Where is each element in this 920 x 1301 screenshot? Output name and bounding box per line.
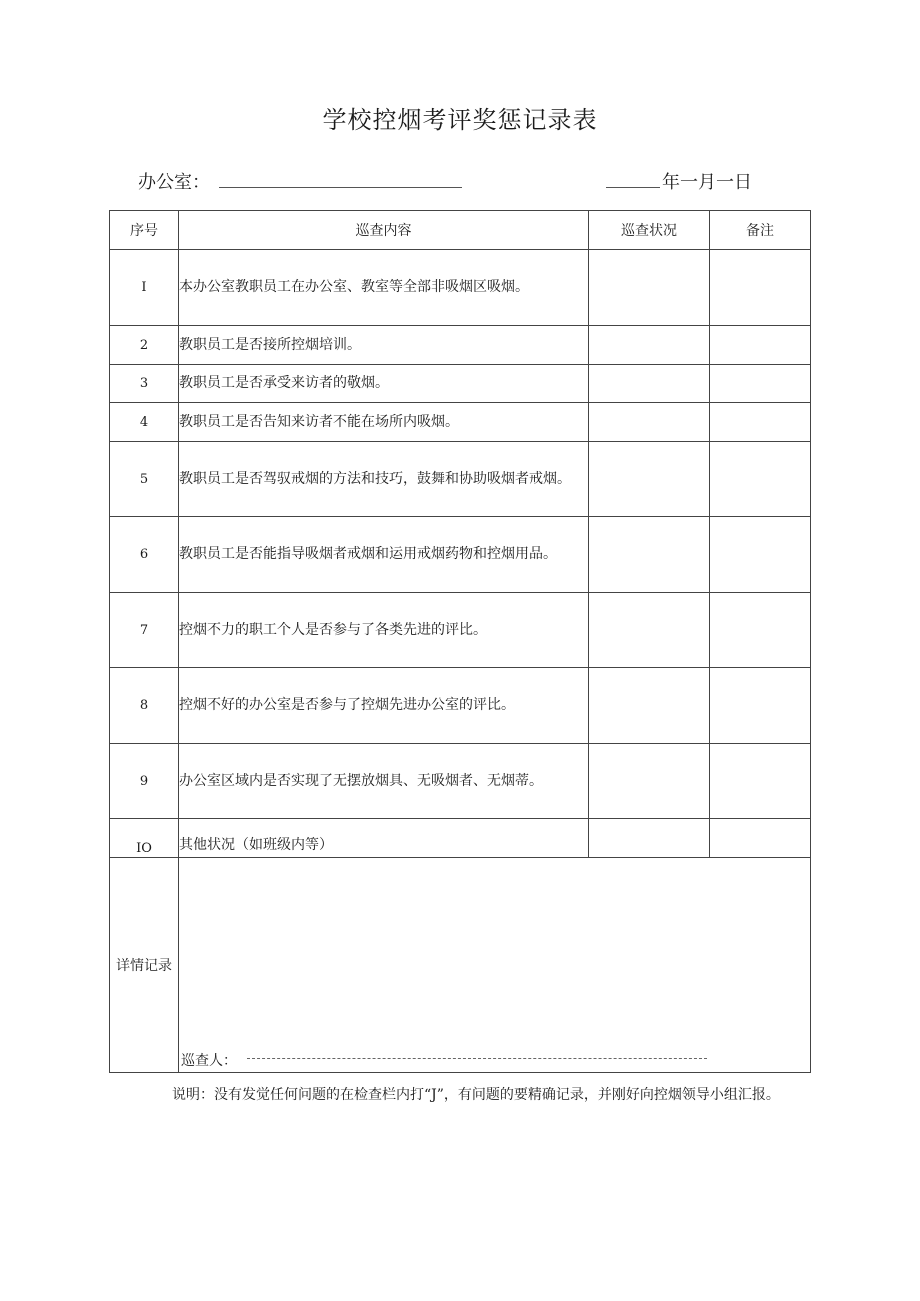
remark-cell[interactable]	[710, 326, 811, 365]
inspector-field[interactable]	[181, 1050, 707, 1070]
row-content: 教职员工是否承受来访者的敬烟。	[179, 365, 589, 403]
row-content: 教职员工是否告知来访者不能在场所内吸烟。	[179, 403, 589, 442]
status-cell[interactable]	[589, 442, 710, 517]
row-content: 教职员工是否能指导吸烟者戒烟和运用戒烟药物和控烟用品。	[179, 517, 589, 593]
table-header-row	[110, 211, 811, 250]
page-title: 学校控烟考评奖惩记录表	[322, 106, 598, 134]
detail-row	[110, 858, 811, 1073]
inspector-label: 巡查人：	[181, 1053, 237, 1069]
row-content: 办公室区域内是否实现了无摆放烟具、无吸烟者、无烟蒂。	[179, 744, 589, 819]
status-cell[interactable]	[589, 593, 710, 668]
remark-cell[interactable]	[710, 668, 811, 744]
table-row	[110, 403, 811, 442]
status-cell[interactable]	[589, 668, 710, 744]
inspector-line[interactable]	[247, 1058, 707, 1059]
row-content: 教职员工是否驾驭戒烟的方法和技巧，鼓舞和协助吸烟者戒烟。	[179, 442, 589, 517]
table-row	[110, 365, 811, 403]
remark-cell[interactable]	[710, 517, 811, 593]
table-row	[110, 744, 811, 819]
table-row	[110, 250, 811, 326]
header-content: 巡查内容	[179, 211, 589, 250]
row-content: 其他状况（如班级内等）	[179, 819, 589, 858]
row-number: 2	[110, 326, 179, 365]
status-cell[interactable]	[589, 250, 710, 326]
row-number: 6	[110, 517, 179, 593]
table-row	[110, 326, 811, 365]
row-content: 控烟不好的办公室是否参与了控烟先进办公室的评比。	[179, 668, 589, 744]
remark-cell[interactable]	[710, 365, 811, 403]
status-cell[interactable]	[589, 326, 710, 365]
office-label: 办公室：	[138, 172, 210, 193]
remark-cell[interactable]	[710, 819, 811, 858]
row-content: 教职员工是否接所控烟培训。	[179, 326, 589, 365]
row-content: 控烟不力的职工个人是否参与了各类先进的评比。	[179, 593, 589, 668]
table-row	[110, 517, 811, 593]
detail-label: 详情记录	[110, 858, 179, 1073]
remark-cell[interactable]	[710, 744, 811, 819]
row-number: 8	[110, 668, 179, 744]
row-number: 3	[110, 365, 179, 403]
date-year-line[interactable]	[606, 187, 660, 188]
status-cell[interactable]	[589, 819, 710, 858]
table-row	[110, 442, 811, 517]
status-cell[interactable]	[589, 744, 710, 819]
table-row	[110, 819, 811, 858]
row-number: 9	[110, 744, 179, 819]
row-number: 5	[110, 442, 179, 517]
header-seq: 序号	[110, 211, 179, 250]
remark-cell[interactable]	[710, 250, 811, 326]
date-label: 年一月一日	[662, 172, 752, 193]
header-remark: 备注	[710, 211, 811, 250]
inspection-table	[109, 210, 811, 1073]
remark-cell[interactable]	[710, 442, 811, 517]
status-cell[interactable]	[589, 365, 710, 403]
row-content: 本办公室教职员工在办公室、教室等全部非吸烟区吸烟。	[179, 250, 589, 326]
row-number: 7	[110, 593, 179, 668]
row-number: 4	[110, 403, 179, 442]
table-row	[110, 668, 811, 744]
table-row	[110, 593, 811, 668]
row-number: I	[110, 250, 179, 326]
header-status: 巡查状况	[589, 211, 710, 250]
row-number: IO	[110, 819, 179, 858]
remark-cell[interactable]	[710, 403, 811, 442]
status-cell[interactable]	[589, 517, 710, 593]
footnote: 说明：没有发觉任何问题的在检查栏内打“J”，有问题的要精确记录，并刚好向控烟领导小组汇报。	[172, 1087, 780, 1103]
detail-record-area[interactable]	[179, 858, 811, 1073]
office-input-line[interactable]	[219, 187, 462, 188]
status-cell[interactable]	[589, 403, 710, 442]
remark-cell[interactable]	[710, 593, 811, 668]
